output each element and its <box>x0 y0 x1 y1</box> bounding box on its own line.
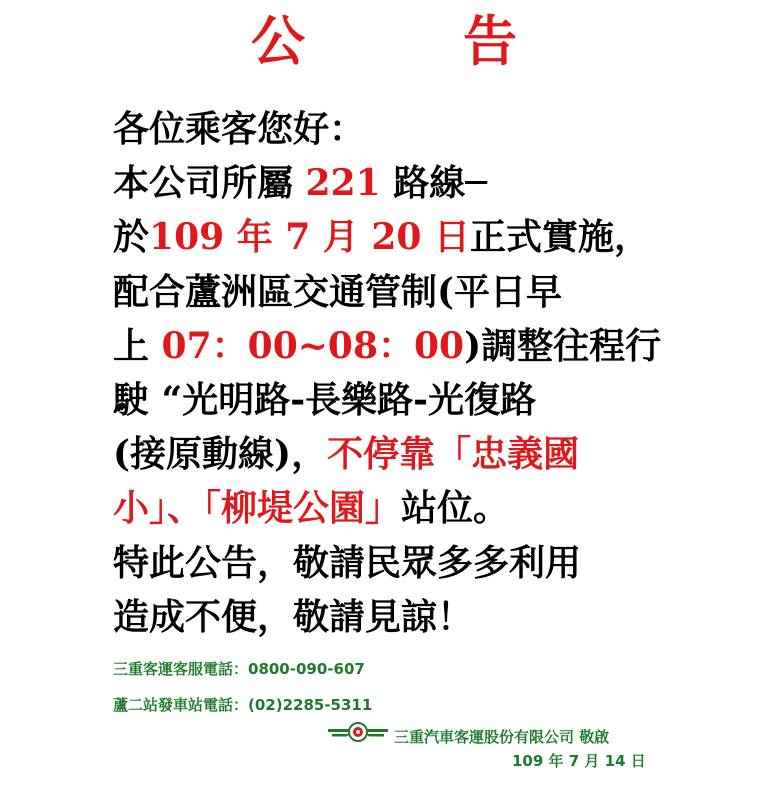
notice-line-10: 造成不便，敬請見諒！ <box>113 595 474 638</box>
notice-line-7 <box>113 427 673 481</box>
notice-line-5 <box>113 319 673 373</box>
notice-line-2 <box>113 156 673 210</box>
notice-line-9: 特此公告，敬請民眾多多利用 <box>113 541 582 584</box>
notice-text: 於 <box>113 216 150 259</box>
notice-line-8 <box>113 481 673 535</box>
effective-date: 109 年 7 月 20 日 <box>149 216 470 259</box>
company-logo-icon <box>326 721 390 743</box>
company-signature: 三重汽車客運股份有限公司 敬啟 <box>394 728 610 746</box>
notice-text: 站位。 <box>401 487 510 530</box>
notice-text: 上 <box>113 324 162 367</box>
notice-text: 路線─ <box>380 162 487 205</box>
notice-body <box>113 102 673 644</box>
route-number: 221 <box>305 162 381 205</box>
station-phone: 蘆二站發車站電話：(02)2285-5311 <box>113 696 373 714</box>
time-range: 07：00~08：00 <box>161 324 465 367</box>
service-phone: 三重客運客服電話：0800-090-607 <box>113 660 365 678</box>
notice-text: 正式實施， <box>469 216 650 259</box>
notice-line-6: 駛 “光明路-長樂路-光復路 <box>113 379 537 422</box>
notice-text: 本公司所屬 <box>113 162 306 205</box>
skipped-stops: 不停靠「忠義國 <box>327 433 580 476</box>
notice-title: 公 告 <box>251 9 569 73</box>
notice-date: 109 年 7 月 14 日 <box>512 752 646 770</box>
notice-text: )調整往程行 <box>464 324 662 367</box>
notice-text: (接原動線)， <box>113 433 328 476</box>
notice-line-1: 各位乘客您好： <box>113 108 366 150</box>
notice-line-3 <box>113 210 673 264</box>
skipped-stops: 小」、「柳堤公園」 <box>113 487 402 530</box>
notice-line-4: 配合蘆洲區交通管制(平日早 <box>113 270 563 313</box>
